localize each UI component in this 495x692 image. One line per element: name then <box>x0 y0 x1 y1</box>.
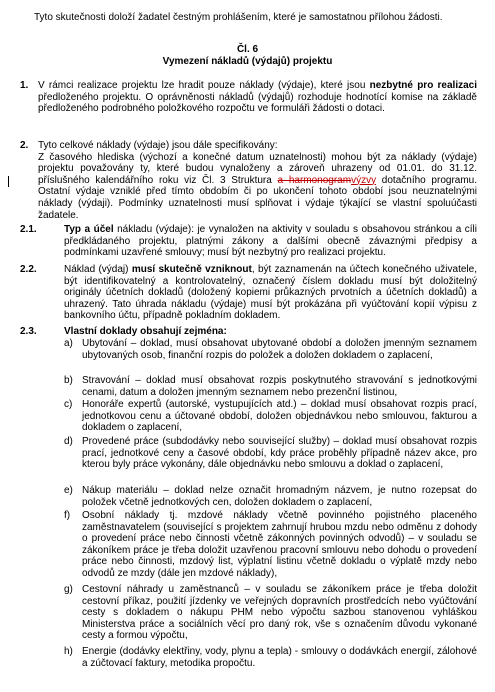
list-item-letter: c) <box>64 399 73 410</box>
section-2-text <box>38 140 477 221</box>
list-item-letter: e) <box>64 485 73 496</box>
chapter-title: Vymezení nákladů (výdajů) projektu <box>162 56 333 67</box>
section-1-number: 1. <box>20 80 29 91</box>
list-item-letter: h) <box>64 646 73 657</box>
section-1-text-pre: V rámci realizace projektu lze hradit pouze náklady (výdaje), které jsou <box>38 80 370 91</box>
subsection-2-1-bold: Typ a účel <box>64 224 114 235</box>
section-1-text <box>38 80 477 115</box>
section-1-text-bold: nezbytné pro realizaci <box>369 80 477 91</box>
list-item-letter: b) <box>64 375 73 386</box>
subsection-2-3-title: Vlastní doklady obsahují zejména: <box>64 326 227 337</box>
section-2-period <box>38 152 477 222</box>
intro-paragraph: Tyto skutečnosti doloží žadatel čestným prohlášením, které je samostatnou přílohou žádosti. <box>34 12 443 23</box>
inserted-text: výzvy <box>351 174 377 186</box>
subsection-2-1-text <box>64 224 477 259</box>
section-2-period-post: dotačního programu. Ostatní výdaje vzniklé před tímto obdobím či po ukončení tohoto období jsou neuznatelnými náklady (výdaji). Podmínky uznatelnosti musí splňovat i výdaje týkající se vlastní spoluúčasti žadatele. <box>38 174 478 221</box>
chapter-number: Čl. 6 <box>236 44 259 55</box>
subsection-2-2-post: , být zaznamenán na účtech konečného uživatele, být identifikovatelný a kontrolovatelný, označený číslem dokladu musí být doložitelný originály účetních dokladů (doložený kopiemi průkazných prvotních a účetních dokladů) a uhrazený. Tato úhrada nákladu (výdaje) musí být prokázána při vyúčtování kopií výpisu z bankovního účtu, případně pokladním dokladem. <box>64 264 477 322</box>
subsection-2-2-text <box>64 264 477 322</box>
subsection-2-2-number: 2.2. <box>20 264 37 275</box>
subsection-2-3-number: 2.3. <box>20 326 37 337</box>
list-item: Ubytování – doklad, musí obsahovat ubytované období a doložen jmenným seznamem ubytovaných osob, finanční rozpis do položek a doložen dokladem o zaplacení, <box>82 338 477 361</box>
section-1-text-post: předloženého projektu. O oprávněnosti nákladů (výdajů) rozhoduje hodnotící komise na základě předloženého podrobného položkového rozpočtu ve formuláři žádosti o dotaci. <box>38 91 477 115</box>
section-2-number: 2. <box>20 140 29 151</box>
section-2-period-pre: Z časového hlediska (výchozí a konečné datum uznatelnosti) mohou být za náklady (výdaje) projektu považovány ty, které budou vynaloženy a zároveň uhrazeny od 01.01. do 31.12. příslušného kalendářního roku viz Čl. 3 Struktura <box>38 151 477 186</box>
list-item-letter: d) <box>64 436 73 447</box>
list-item: Energie (dodávky elektřiny, vody, plynu a tepla) - smlouvy o dodávkách energií, zálohové a zúčtovací faktury, metodika propočtu. <box>82 646 477 669</box>
list-item-letter: a) <box>64 338 73 349</box>
text-cursor <box>8 176 9 187</box>
subsection-2-1-body: nákladu (výdaje): je vynaložen na aktivity v souladu s obsahovou stránkou a cíli předkládaného projektu, platnými zákony a dalšími obecně závaznými předpisy a podmínkami uzavřené smlouvy; musí být nezbytný pro realizaci projektu. <box>64 224 477 259</box>
list-item-letter: g) <box>64 584 73 595</box>
list-item: Honoráře expertů (autorské, vystupujících atd.) – doklad musí obsahovat rozpis prací, jednotkovou cenu a účtované období, doložen objednávkou nebo smlouvou, fakturou a dokladem o zaplacení, <box>82 399 477 434</box>
list-item-letter: f) <box>64 510 71 521</box>
section-2-intro: Tyto celkové náklady (výdaje) jsou dále specifikovány: <box>38 140 278 151</box>
list-item: Nákup materiálu – doklad nelze označit hromadným názvem, je nutno rozepsat do položek včetně jednotkových cen, doložen dokladem o zaplacení, <box>82 485 477 508</box>
deleted-text: a harmonogram <box>277 174 352 186</box>
list-item: Stravování – doklad musí obsahovat rozpis poskytnutého stravování s jednotkovými cenami, datum a doložen jmenným seznamem nebo prezenční listinou, <box>82 375 477 398</box>
list-item: Cestovní náhrady u zaměstnanců – v souladu se zákoníkem práce je třeba doložit cestovní příkaz, použití jízdenky ve veřejných dopravních prostředcích nebo vyúčtování cesty s dokladem o nákupu PHM nebo výpočtu sazbou stanovenou vyhláškou Ministerstva práce a sociálních věcí pro daný rok, vše s označením důvodu vykonané cesty a formou výpočtu, <box>82 584 477 642</box>
subsection-2-2-pre: Náklad (výdaj) <box>64 264 132 275</box>
list-item: Osobní náklady tj. mzdové náklady včetně povinného pojistného placeného zaměstnavatelem (související s projektem zahrnují hrubou mzdu nebo odměnu z dohody o provedení práce nebo činnosti včetně zákonných povinných odvodů) – v souladu se zákoníkem práce je třeba doložit uzavřenou pracovní smlouvu nebo dohodu o provedení práce nebo činnosti, mzdový list, výplatní listinu včetně dokladu o výplatě mzdy nebo odvodů ze mzdy (dále jen mzdové náklady), <box>82 510 477 579</box>
subsection-2-1-number: 2.1. <box>20 224 37 235</box>
subsection-2-2-bold: musí skutečně vzniknout <box>131 264 252 275</box>
list-item: Provedené práce (subdodávky nebo související služby) – doklad musí obsahovat rozpis prací, jednotkové ceny a časové období, kdy práce proběhly případně název akce, pro kterou byly práce vykonány, dále objednávku nebo smlouvu a doklad o zaplacení, <box>82 436 477 471</box>
